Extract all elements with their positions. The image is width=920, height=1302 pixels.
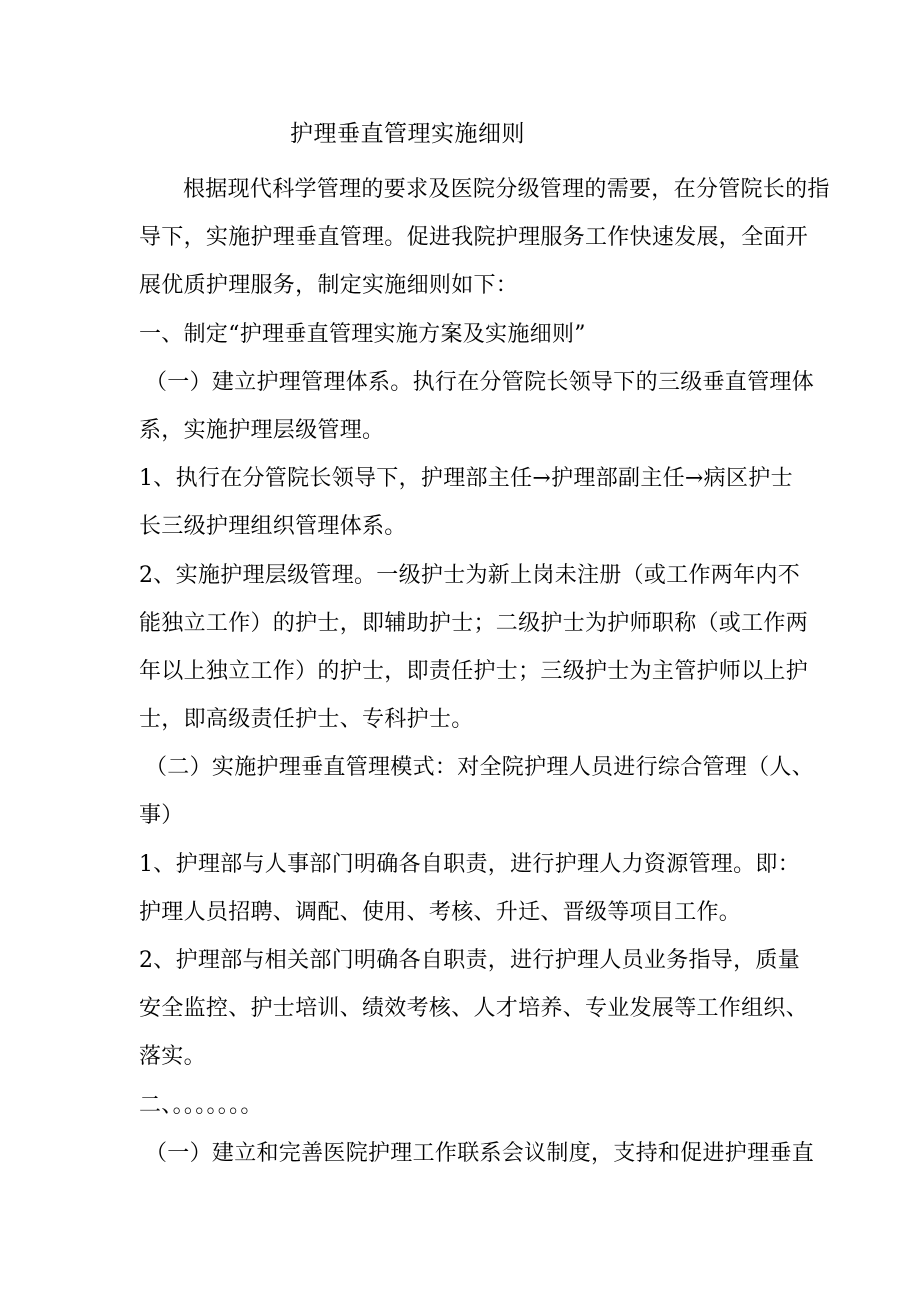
- paragraph-line: 系，实施护理层级管理。: [139, 417, 385, 443]
- section-heading: 一、制定“护理垂直管理实施方案及实施细则”: [139, 321, 586, 347]
- paragraph-line: 能独立工作）的护士，即辅助护士；二级护士为护师职称（或工作两: [139, 610, 809, 636]
- list-item-line: 1、执行在分管院长领导下，护理部主任→护理部副主任→病区护士: [139, 466, 793, 492]
- paragraph-line: 年以上独立工作）的护士，即责任护士；三级护士为主管护师以上护: [139, 658, 809, 684]
- paragraph-line: 安全监控、护士培训、绩效考核、人才培养、专业发展等工作组织、: [139, 996, 809, 1022]
- document-title: 护理垂直管理实施细则: [290, 121, 525, 147]
- document-body: [139, 166, 830, 1178]
- list-item-line: 2、实施护理层级管理。一级护士为新上岗未注册（或工作两年内不: [139, 562, 800, 588]
- paragraph-line: 士，即高级责任护士、专科护士。: [139, 707, 474, 733]
- subsection-heading: （一）建立和完善医院护理工作联系会议制度，支持和促进护理垂直: [145, 1140, 815, 1166]
- paragraph-line: 护理人员招聘、调配、使用、考核、升迁、晋级等项目工作。: [139, 899, 742, 925]
- paragraph-line: 事）: [139, 803, 184, 829]
- subsection-heading: （二）实施护理垂直管理模式：对全院护理人员进行综合管理（人、: [145, 755, 815, 781]
- paragraph-line: 根据现代科学管理的要求及医院分级管理的需要，在分管院长的指: [183, 177, 830, 202]
- section-heading: 二、。。。。。。。: [139, 1092, 263, 1118]
- list-item-line: 2、护理部与相关部门明确各自职责，进行护理人员业务指导，质量: [139, 948, 800, 973]
- paragraph-line: 长三级护理组织管理体系。: [139, 514, 407, 540]
- paragraph-line: 落实。: [139, 1044, 206, 1070]
- paragraph-line: 展优质护理服务，制定实施细则如下：: [139, 273, 519, 299]
- subsection-heading: （一）建立护理管理体系。执行在分管院长领导下的三级垂直管理体: [145, 369, 815, 395]
- list-item-line: 1、护理部与人事部门明确各自职责，进行护理人力资源管理。即：: [139, 851, 800, 877]
- paragraph-line: 导下，实施护理垂直管理。促进我院护理服务工作快速发展，全面开: [139, 225, 809, 251]
